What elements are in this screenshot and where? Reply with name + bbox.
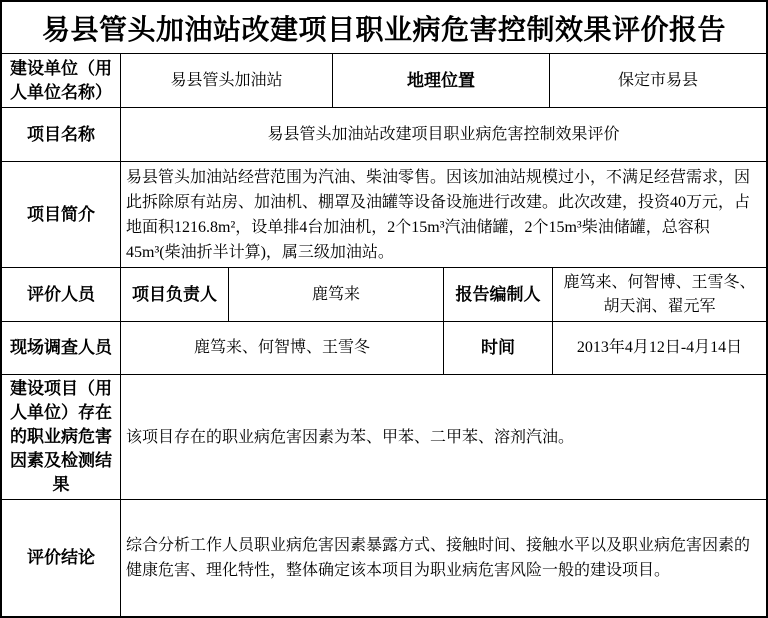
construction-unit-value: 易县管头加油站 xyxy=(121,54,333,107)
project-intro-label: 项目简介 xyxy=(2,162,121,267)
row-project-name xyxy=(2,108,766,162)
hazard-factors-label: 建设项目（用人单位）存在的职业病危害因素及检测结果 xyxy=(2,375,121,499)
geo-location-value: 保定市易县 xyxy=(617,71,698,89)
survey-personnel-label: 现场调查人员 xyxy=(2,322,121,374)
evaluators-label: 评价人员 xyxy=(2,268,121,321)
survey-personnel-value: 鹿笃来、何智博、王雪冬 xyxy=(121,322,444,374)
construction-unit-label: 建设单位（用人单位名称） xyxy=(2,54,121,107)
survey-time-label: 时间 xyxy=(444,322,553,374)
report-editor-label: 报告编制人 xyxy=(444,268,553,321)
survey-time-value: 2013年4月12日-4月14日 xyxy=(576,339,743,356)
project-name-value: 易县管头加油站改建项目职业病危害控制效果评价 xyxy=(267,125,620,143)
geo-location-label: 地理位置 xyxy=(333,54,550,107)
row-evaluators xyxy=(2,268,766,322)
project-leader-label: 项目负责人 xyxy=(121,268,229,321)
report-editor-value: 鹿笃来、何智博、王雪冬、胡天润、翟元军 xyxy=(563,273,756,315)
row-construction-unit xyxy=(2,54,766,108)
report-title-row xyxy=(2,2,766,54)
hazard-factors-value: 该项目存在的职业病危害因素为苯、甲苯、二甲苯、溶剂汽油。 xyxy=(126,428,575,446)
row-survey xyxy=(2,322,766,375)
row-hazard-factors xyxy=(2,375,766,500)
project-name-label: 项目名称 xyxy=(2,108,121,161)
row-project-intro xyxy=(2,162,766,268)
report-title: 易县管头加油站改建项目职业病危害控制效果评价报告 xyxy=(41,14,726,46)
project-leader-value: 鹿笃来 xyxy=(229,268,444,321)
project-intro-value: 易县管头加油站经营范围为汽油、柴油零售。因该加油站规模过小，不满足经营需求，因此拆除原有站房、加油机、棚罩及油罐等设备设施进行改建。此次改建，投资40万元，占地面积1216.8m²，设单排4台加油机，2个15m³汽油储罐，2个15m³柴油储罐，总容积45m³(柴油折半计算)，属三级加油站。 xyxy=(126,168,751,261)
conclusion-label: 评价结论 xyxy=(2,500,121,616)
conclusion-value: 综合分析工作人员职业病危害因素暴露方式、接触时间、接触水平以及职业病危害因素的健康危害、理化特性，整体确定该本项目为职业病危害风险一般的建设项目。 xyxy=(126,537,751,579)
row-conclusion xyxy=(2,500,766,616)
